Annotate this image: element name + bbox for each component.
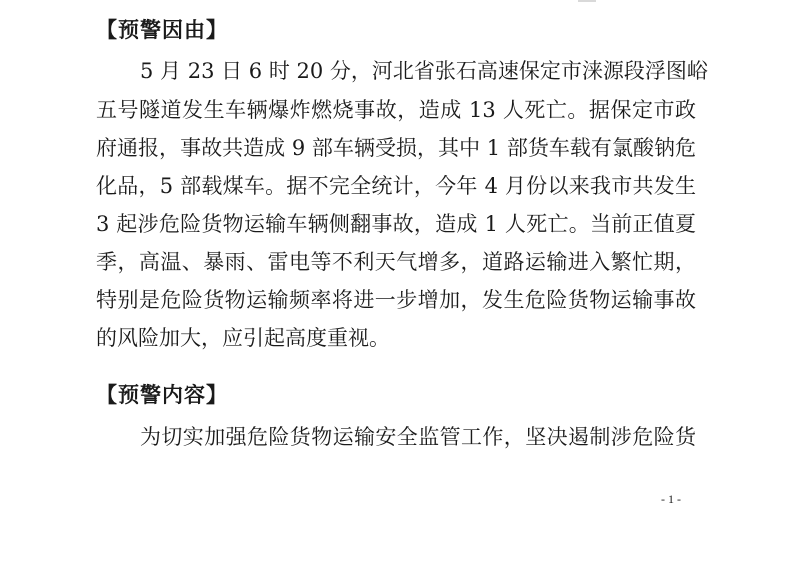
paragraph-line: 为切实加强危险货物运输安全监管工作，坚决遏制涉危险货 bbox=[140, 425, 696, 449]
paragraph-line: 的风险加大，应引起高度重视。 bbox=[96, 326, 390, 350]
paragraph-line: 5 月 23 日 6 时 20 分，河北省张石高速保定市涞源段浮图峪 bbox=[140, 59, 708, 83]
section-heading-warning-cause: 【预警因由】 bbox=[96, 17, 228, 42]
paragraph-line: 季，高温、暴雨、雷电等不利天气增多，道路运输进入繁忙期， bbox=[96, 250, 696, 274]
paragraph-line: 3 起涉危险货物运输车辆侧翻事故，造成 1 人死亡。当前正值夏 bbox=[96, 212, 696, 236]
section-heading-warning-content: 【预警内容】 bbox=[96, 382, 228, 407]
paragraph-line: 五号隧道发生车辆爆炸燃烧事故，造成 13 人死亡。据保定市政 bbox=[96, 98, 696, 122]
paragraph-line: 府通报，事故共造成 9 部车辆受损，其中 1 部货车载有氯酸钠危 bbox=[96, 136, 696, 160]
scan-edge-mark bbox=[578, 0, 596, 2]
page-number: - 1 - bbox=[661, 492, 681, 506]
paragraph-line: 特别是危险货物运输频率将进一步增加，发生危险货物运输事故 bbox=[96, 288, 696, 312]
paragraph-line: 化品，5 部载煤车。据不完全统计，今年 4 月份以来我市共发生 bbox=[96, 174, 696, 198]
